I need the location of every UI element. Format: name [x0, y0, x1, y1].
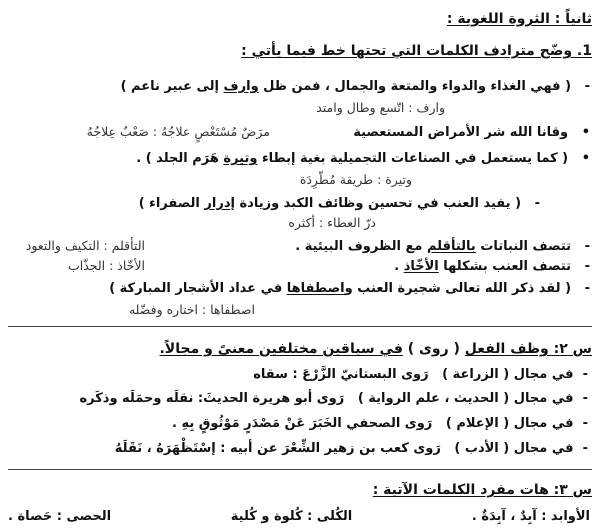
item-6-answer: الأخّاذ : الجذّاب: [67, 258, 145, 273]
item-3-answer: وتيرة : طريقة مُطّرِدَة: [299, 172, 412, 187]
question-3-title: س ٣: هات مفرد الكلمات الآتية :: [372, 482, 592, 498]
question-2-title: [159, 342, 592, 356]
item-5-answer: التأقلم : التكيف والتعود: [25, 238, 145, 253]
item-1-bullet: -: [584, 79, 590, 94]
q2-item-4-sentence: رَوى كعب بن زهير الشِّعْرَ عن أبيه : إسْتَظْهَرَهُ ، نَقَلَهُ: [114, 441, 441, 456]
item-4-pre: ( يفيد العنب في تحسين وظائف الكبد وزيادة: [234, 196, 522, 211]
q2-item-4-bullet: -: [582, 441, 588, 456]
q3-answer-2: الكُلى : كُلوة و كُلية: [230, 509, 353, 524]
item-7-pre: ( لقد ذكر الله تعالى شجيرة العنب و: [344, 281, 572, 296]
item-1-post: إلى عبير ناعم ): [120, 79, 224, 94]
question-2-rest: في سياقين مختلفين معنىً و مجالاً.: [159, 341, 403, 357]
item-7-bullet: -: [584, 281, 590, 296]
item-1: [121, 80, 590, 93]
item-4-bullet: -: [534, 196, 540, 211]
section-title: ثانياً : الثروة اللغوية :: [446, 11, 592, 27]
q2-item-1-field: في مجال ( الزراعة ): [442, 367, 574, 382]
item-6-post: .: [394, 259, 404, 274]
item-7: [109, 282, 590, 295]
item-6-pre: تتصف العنب بشكلها: [438, 259, 572, 274]
q2-item-4: [115, 442, 588, 455]
question-1-title: 1. وضّح مترادف الكلمات التي تحتها خط فيما يأتي :: [241, 43, 592, 59]
item-3: [136, 152, 590, 165]
item-2-answer: مرَضٌ مُسْتَعْصٍ علاجُهُ : صَعْبٌ عِلاجُهُ: [86, 124, 270, 139]
item-1-answer: وارف : اتّسع وطال وامتد: [316, 100, 445, 115]
q2-item-3-bullet: -: [582, 416, 588, 431]
item-2-pre: وقانا الله شر الأمراض المستعصية: [353, 125, 569, 140]
q3-answer-row: [8, 510, 590, 523]
q2-item-2-field: في مجال ( الحديث ، علم الرواية ): [357, 391, 574, 406]
q2-item-3-field: في مجال ( الإعلام ): [445, 416, 574, 431]
q2-item-1: [253, 368, 588, 381]
q2-item-2-bullet: -: [582, 391, 588, 406]
item-2-bullet: •: [581, 125, 590, 140]
item-3-underlined: وتيرة: [223, 151, 258, 166]
item-3-post: هَرَم الجلد ) .: [136, 151, 224, 166]
q3-answer-3: الحصى : حَصاة .: [8, 509, 112, 524]
item-5: [295, 240, 590, 253]
q2-item-3-sentence: رَوى الصحفي الخَبَرَ عَنْ مَصْدَرٍ مَوْثُوقٍ بِهِ .: [172, 416, 433, 431]
item-7-underlined: اصطفاها: [286, 281, 345, 296]
item-5-underlined: بالتأقلم: [426, 239, 476, 254]
item-5-pre: تتصف النباتات: [475, 239, 572, 254]
q2-item-4-field: في مجال ( الأدب ): [454, 441, 574, 456]
item-5-post: مع الظروف البيئية .: [295, 239, 427, 254]
item-2: [353, 126, 590, 139]
item-3-bullet: •: [581, 151, 590, 166]
q2-item-1-sentence: رَوى البستانيّ الزَّرْعَ : سقاه: [253, 367, 429, 382]
divider-1: [8, 326, 592, 327]
divider-2: [8, 469, 592, 470]
item-6: [394, 260, 590, 273]
q2-item-2: [79, 392, 588, 405]
question-2-label: س ٢: وظف الفعل: [464, 341, 592, 357]
item-1-underlined: وارف: [223, 79, 259, 94]
item-7-answer: اصطفاها : اختاره وفضّله: [128, 302, 255, 317]
q2-item-2-sentence: رَوى أبو هريرة الحديثَ: نقلَه وحمَلَه وذكَره: [79, 391, 345, 406]
item-4-underlined: إدرار: [204, 196, 235, 211]
item-4-post: الصفراء ): [138, 196, 205, 211]
q2-item-1-bullet: -: [582, 367, 588, 382]
item-4-answer: درّ العطاء : أكثره: [288, 215, 376, 230]
item-6-underlined: الأخّاذ: [403, 259, 439, 274]
q2-item-3: [172, 417, 588, 430]
item-5-bullet: -: [584, 239, 590, 254]
item-7-post: في عداد الأشجار المباركة ): [109, 281, 287, 296]
item-3-pre: ( كما يستعمل في الصناعات التجميلية بغية إبطاء: [257, 151, 569, 166]
item-6-bullet: -: [584, 259, 590, 274]
question-2-verb: ( روى ): [407, 341, 460, 357]
q3-answer-1: الأوابد : آبِدٌ ، آبِدَةٌ .: [471, 509, 590, 524]
item-4: [139, 197, 540, 210]
item-1-pre: ( فهي الغذاء والدواء والمتعة والجمال ، فمن ظل: [258, 79, 572, 94]
